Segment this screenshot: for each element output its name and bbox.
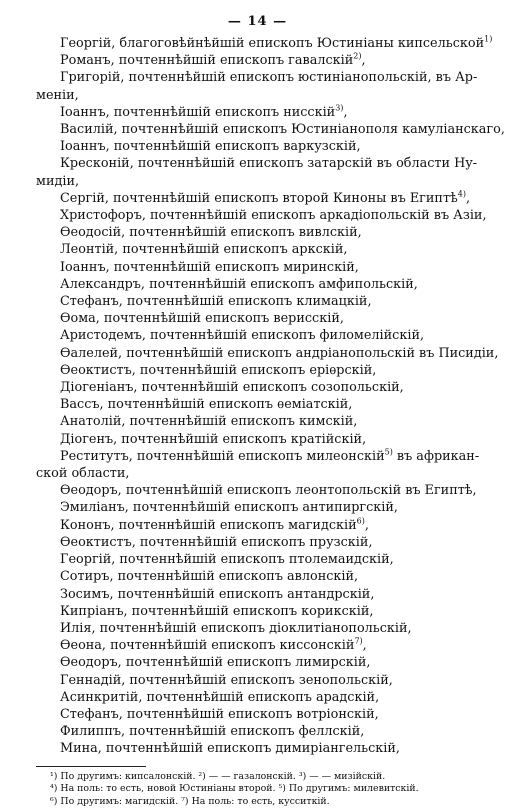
text-line <box>36 69 479 86</box>
text-line <box>36 551 479 568</box>
line-text: Кипріанъ, почтеннѣйшій епископъ корикскій, <box>60 603 374 619</box>
line-text: Діогенъ, почтеннѣйшій епископъ кратійскій, <box>60 431 367 447</box>
text-line <box>36 224 479 241</box>
footnote-marker: 2) <box>353 51 362 61</box>
line-text: Ѳеоктистъ, почтеннѣйшій епископъ прузскій, <box>60 534 373 550</box>
text-line <box>36 603 479 620</box>
line-text: ской области, <box>36 466 130 482</box>
text-line <box>36 517 479 534</box>
text-line <box>36 482 479 499</box>
text-line <box>36 586 479 603</box>
line-text: Іоаннъ, почтеннѣйшій епископъ нисскій <box>60 104 336 120</box>
line-text-after: въ африкан- <box>392 448 480 464</box>
footnote-marker: 3) <box>335 103 344 113</box>
line-text: Ѳалелей, почтеннѣйшій епископъ андріанопольскій въ Писидіи, <box>60 345 499 361</box>
line-text: Аристодемъ, почтеннѣйшій епископъ филомелійскій, <box>60 328 425 344</box>
text-line <box>36 620 479 637</box>
text-line <box>36 276 479 293</box>
line-text: Іоаннъ, почтеннѣйшій епископъ миринскій, <box>60 259 359 275</box>
line-text: Ѳеодоръ, почтеннѣйшій епископъ леонтопольскій въ Египтѣ, <box>60 483 477 499</box>
footnote-marker: 6) <box>356 516 365 526</box>
text-line <box>36 190 479 207</box>
line-text: Григорій, почтеннѣйшій епископъ юстиніанопольскій, въ Ар- <box>60 70 478 86</box>
line-text: Ѳеоктистъ, почтеннѣйшій епископъ еріѳрскій, <box>60 362 377 378</box>
text-line <box>36 138 479 155</box>
text-line <box>36 362 479 379</box>
line-text: Сергій, почтеннѣйшій епископъ второй Киноны въ Египтѣ <box>60 190 458 206</box>
line-text: Стефанъ, почтеннѣйшій епископъ вотріонскій, <box>60 706 379 722</box>
line-text: Кресконій, почтеннѣйшій епископъ затарскій въ области Ну- <box>60 156 478 172</box>
line-text: Стефанъ, почтеннѣйшій епископъ климацкій, <box>60 294 372 310</box>
footnote-marker: 7) <box>354 636 363 646</box>
text-line <box>36 413 479 430</box>
footnote-marker: 1) <box>484 34 493 44</box>
text-line <box>36 672 479 689</box>
text-line <box>36 448 479 465</box>
text-line <box>36 637 479 654</box>
line-text: Василій, почтеннѣйшій епископъ Юстиніанополя камуліанскаго, <box>60 122 505 138</box>
text-line <box>36 207 487 224</box>
line-text: Леонтій, почтеннѣйшій епископъ аркскій, <box>60 242 348 258</box>
text-line <box>36 87 479 104</box>
line-text-after: , <box>364 517 369 533</box>
line-text: Вассъ, почтеннѣйшій епископъ ѳеміатскій, <box>60 397 353 413</box>
line-text: Мина, почтеннѣйшій епископъ димиріангельскій, <box>60 741 400 757</box>
line-text: Кононъ, почтеннѣйшій епископъ магидскій <box>60 517 357 533</box>
line-text: Зосимъ, почтеннѣйшій епископъ антандрскій, <box>60 586 375 602</box>
text-line <box>36 568 479 585</box>
text-line <box>36 327 479 344</box>
line-text: Ѳома, почтеннѣйшій епископъ верисскій, <box>60 311 344 327</box>
page-number: — 14 — <box>227 14 288 29</box>
text-line <box>36 706 479 723</box>
text-line <box>36 34 493 52</box>
text-line <box>36 431 479 448</box>
line-text-after: , <box>361 53 366 69</box>
line-text: Эмиліанъ, почтеннѣйшій епископъ антипиргскій, <box>60 500 398 516</box>
text-line <box>36 499 479 516</box>
line-text: Геннадій, почтеннѣйшій епископъ зенопольскій, <box>60 672 393 688</box>
text-line <box>36 379 479 396</box>
text-line <box>36 52 479 69</box>
text-line <box>36 345 499 362</box>
text-line <box>36 155 479 172</box>
text-line <box>36 740 479 757</box>
text-line <box>36 241 479 258</box>
footnote-marker: 5) <box>384 447 393 457</box>
line-text: Филиппъ, почтеннѣйшій епископъ феллскій, <box>60 724 365 740</box>
line-text-after: , <box>362 638 367 654</box>
text-line <box>36 121 505 138</box>
text-line <box>36 534 479 551</box>
line-text: Анатолій, почтеннѣйшій епископъ кимскій, <box>60 414 358 430</box>
line-text-after: , <box>343 104 348 120</box>
line-text: Георгій, благоговѣйнѣйшій епископъ Юстиніаны кипсельской <box>60 36 485 51</box>
footnote-marker: 4) <box>457 189 466 199</box>
body-text <box>36 34 505 758</box>
text-line <box>36 689 479 706</box>
line-text: Романъ, почтеннѣйшій епископъ гавалскій <box>60 53 354 69</box>
text-line <box>36 293 479 310</box>
line-text: Ѳеодоръ, почтеннѣйшій епископъ лимирскій, <box>60 655 371 671</box>
line-text: меніи, <box>36 87 79 103</box>
text-line <box>36 654 479 671</box>
line-text: Діогеніанъ, почтеннѣйшій епископъ созопольскій, <box>60 380 404 396</box>
line-text: Илія, почтеннѣйшій епископъ діоклитіанопольскій, <box>60 620 412 636</box>
line-text: Сотиръ, почтеннѣйшій епископъ авлонскій, <box>60 569 359 585</box>
text-line <box>36 723 479 740</box>
line-text: Іоаннъ, почтеннѣйшій епископъ варкузскій, <box>60 139 361 155</box>
line-text: Христофоръ, почтеннѣйшій епископъ аркадіопольскій въ Азіи, <box>60 208 487 224</box>
line-text-after: , <box>465 190 471 206</box>
footnotes <box>36 771 479 808</box>
footnote: ⁶) По другимъ: магидскій. ⁷) На поль: то есть, кусситкій. <box>50 795 330 807</box>
line-text: Ѳеодосій, почтеннѣйшій епископъ вивлскій, <box>60 225 362 241</box>
line-text: мидіи, <box>36 173 80 189</box>
line-text: Ѳеона, почтеннѣйшій епископъ киссонскій <box>60 638 355 654</box>
line-text: Александръ, почтеннѣйшій епископъ амфипольскій, <box>60 276 418 292</box>
text-line <box>36 396 479 413</box>
text-line <box>36 104 479 121</box>
line-text: Реститутъ, почтеннѣйшій епископъ милеонскій <box>60 448 385 464</box>
footnote-divider <box>36 766 146 767</box>
line-text: Асинкритій, почтеннѣйшій епископъ арадскій, <box>60 689 380 705</box>
footnote: ⁴) На поль: то есть, новой Юстиніаны второй. ⁵) По другимъ: милевитскій. <box>50 783 419 795</box>
text-line <box>36 259 479 276</box>
footnote: ¹) По другимъ: кипсалонскій. ²) — — газалонскій. ³) — — мизійскій. <box>50 770 386 782</box>
line-text: Георгій, почтеннѣйшій епископъ птолемаидскій, <box>60 552 394 568</box>
text-line <box>36 173 479 190</box>
text-line <box>36 465 479 482</box>
text-line <box>36 310 479 327</box>
